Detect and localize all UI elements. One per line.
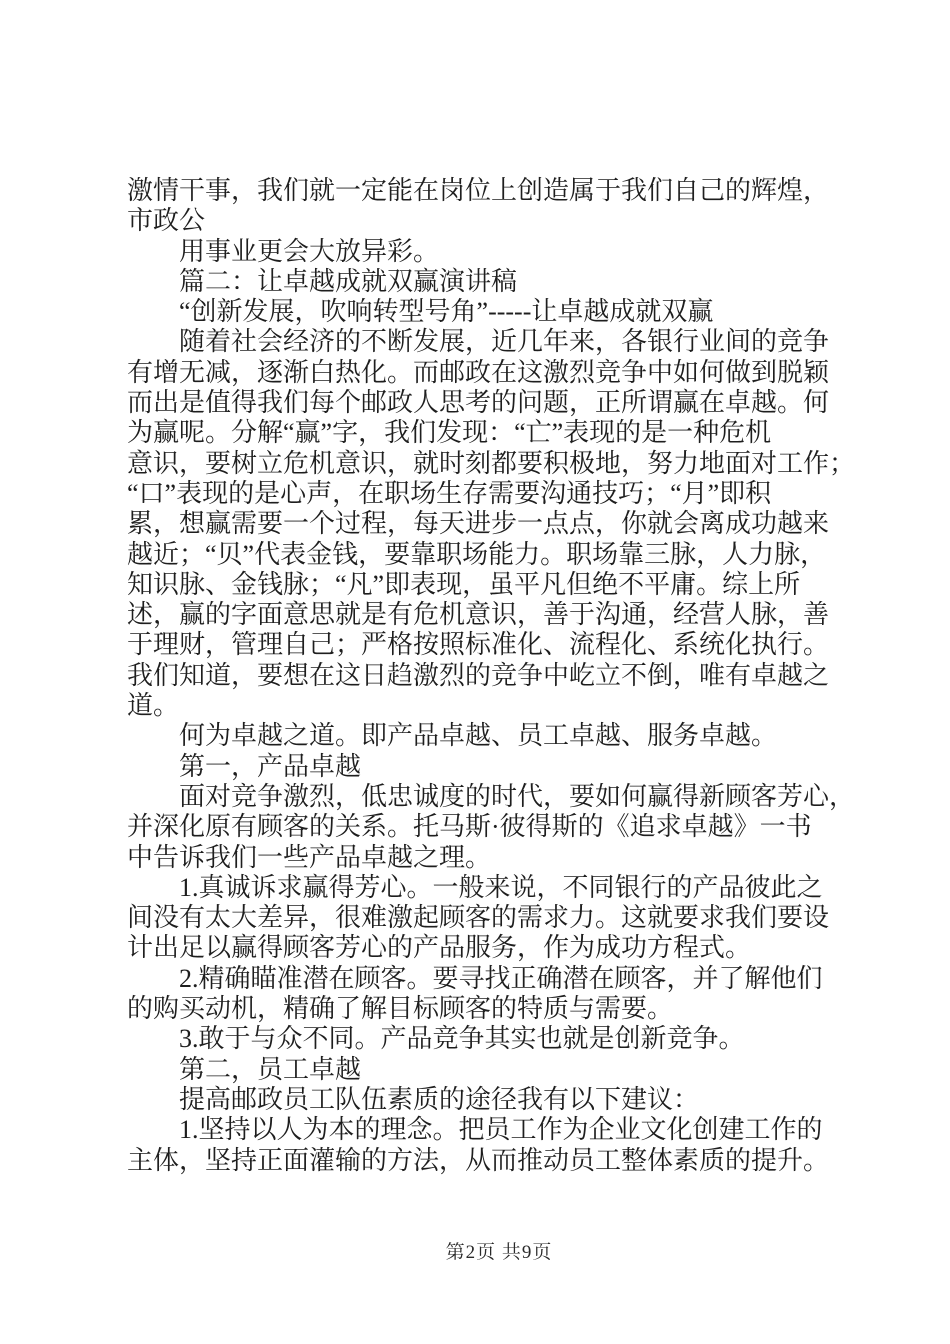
text-line: 随着社会经济的不断发展，近几年来，各银行业间的竞争 — [179, 327, 830, 357]
text-line: “创新发展，吹响转型号角”-----让卓越成就双赢 — [179, 297, 714, 327]
text-line: 我们知道，要想在这日趋激烈的竞争中屹立不倒，唯有卓越之 — [127, 660, 830, 690]
text-line: 面对竞争激烈，低忠诚度的时代，要如何赢得新顾客芳心， — [179, 781, 856, 811]
text-line: 而出是值得我们每个邮政人思考的问题，正所谓赢在卓越。何 — [127, 388, 830, 418]
text-line: 计出足以赢得顾客芳心的产品服务，作为成功方程式。 — [127, 933, 752, 963]
text-line: 1.真诚诉求赢得芳心。一般来说，不同银行的产品彼此之 — [179, 872, 823, 902]
text-line: 知识脉、金钱脉；“凡”即表现，虽平凡但绝不平庸。综上所 — [127, 569, 801, 599]
text-line: “口”表现的是心声，在职场生存需要沟通技巧；“月”即积 — [127, 478, 772, 508]
text-line: 于理财，管理自己；严格按照标准化、流程化、系统化执行。 — [127, 630, 830, 660]
text-line: 1.坚持以人为本的理念。把员工作为企业文化创建工作的 — [179, 1115, 823, 1145]
text-line: 何为卓越之道。即产品卓越、员工卓越、服务卓越。 — [179, 721, 778, 751]
text-line: 的购买动机，精确了解目标顾客的特质与需要。 — [127, 994, 674, 1024]
text-line: 篇二：让卓越成就双赢演讲稿 — [179, 266, 518, 296]
text-line: 道。 — [127, 691, 180, 721]
text-line: 第一，产品卓越 — [179, 751, 362, 781]
text-line: 述，赢的字面意思就是有危机意识，善于沟通，经营人脉，善 — [127, 600, 830, 630]
text-line: 主体，坚持正面灌输的方法，从而推动员工整体素质的提升。 — [127, 1145, 830, 1175]
text-line: 用事业更会大放异彩。 — [179, 236, 440, 266]
document-body — [127, 176, 887, 1176]
text-line: 提高邮政员工队伍素质的途径我有以下建议： — [179, 1084, 700, 1114]
text-line: 第二，员工卓越 — [179, 1054, 362, 1084]
text-line: 并深化原有顾客的关系。托马斯·彼得斯的《追求卓越》一书 — [127, 812, 812, 842]
text-line: 意识，要树立危机意识，就时刻都要积极地，努力地面对工作； — [127, 448, 856, 478]
text-line: 市政公 — [127, 206, 206, 236]
text-line: 2.精确瞄准潜在顾客。要寻找正确潜在顾客，并了解他们 — [179, 963, 823, 993]
text-line: 累，想赢需要一个过程，每天进步一点点，你就会离成功越来 — [127, 509, 830, 539]
page-footer — [127, 1241, 871, 1265]
text-line: 中告诉我们一些产品卓越之理。 — [127, 842, 492, 872]
text-line: 有增无减，逐渐白热化。而邮政在这激烈竞争中如何做到脱颖 — [127, 357, 830, 387]
page-number-indicator: 第2页 共9页 — [445, 1242, 553, 1263]
text-line: 越近；“贝”代表金钱，要靠职场能力。职场靠三脉，人力脉， — [127, 539, 827, 569]
text-line: 间没有太大差异，很难激起顾客的需求力。这就要求我们要设 — [127, 903, 830, 933]
text-line: 3.敢于与众不同。产品竞争其实也就是创新竞争。 — [179, 1024, 745, 1054]
text-line: 激情干事，我们就一定能在岗位上创造属于我们自己的辉煌， — [127, 176, 830, 205]
text-line: 为赢呢。分解“赢”字，我们发现：“亡”表现的是一种危机 — [127, 418, 772, 448]
